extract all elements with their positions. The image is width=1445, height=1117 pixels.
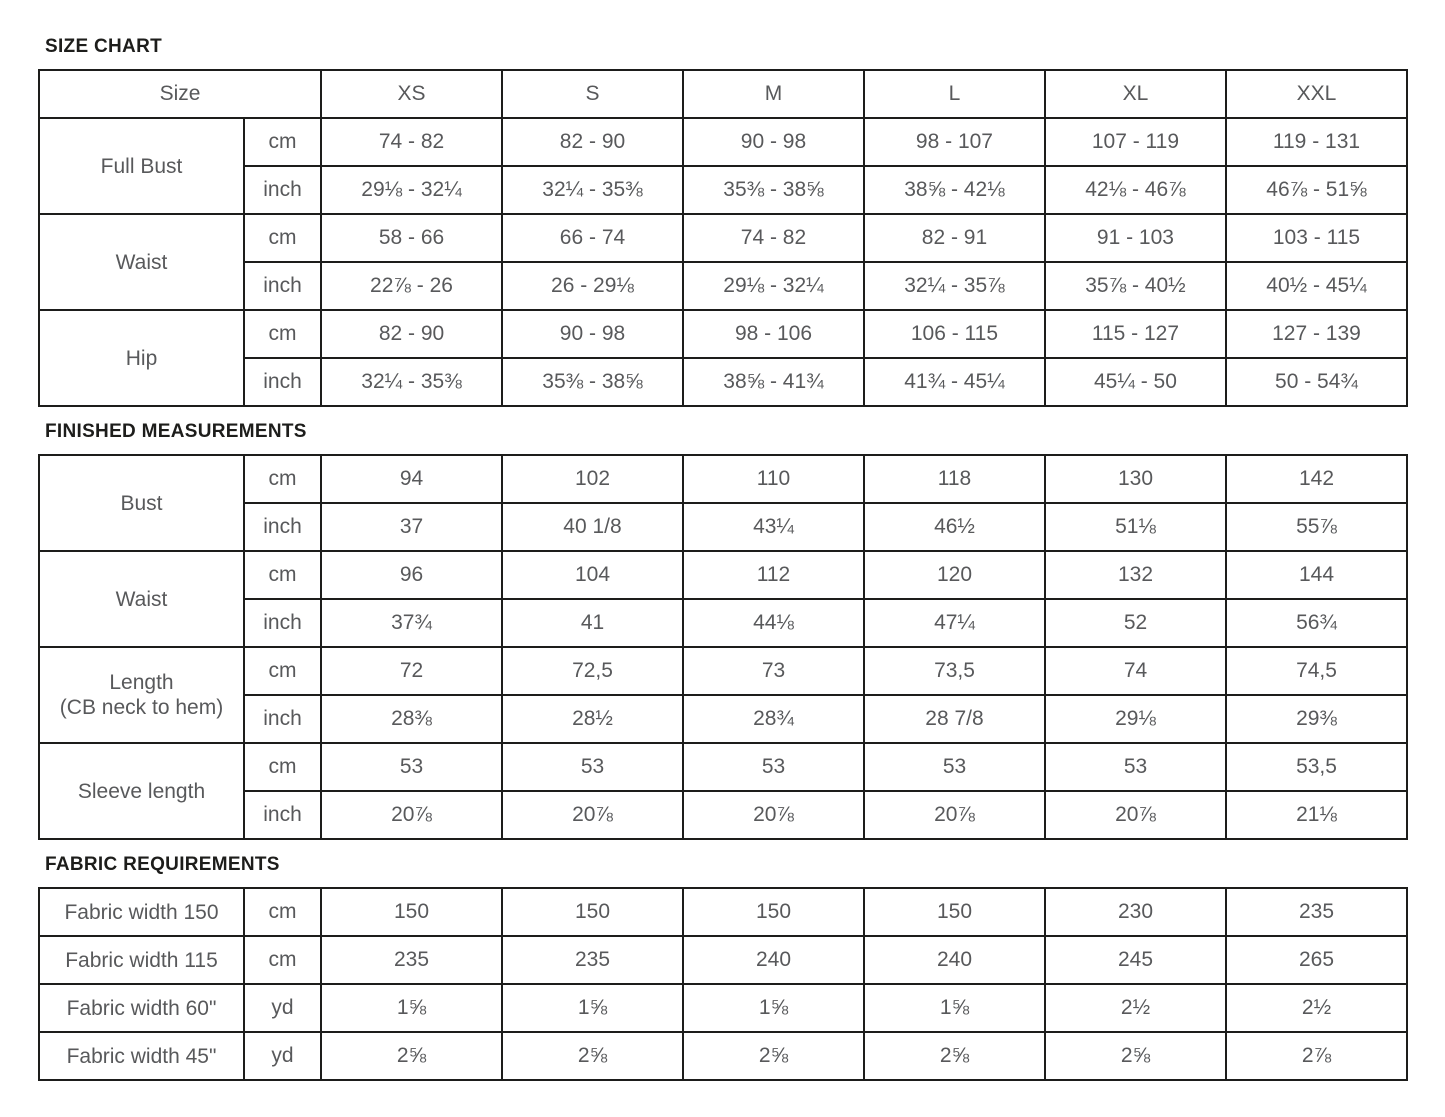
value-cell: 132 [1045, 551, 1226, 599]
value-cell: 22⅞ - 26 [321, 262, 502, 310]
value-cell: 106 - 115 [864, 310, 1045, 358]
value-cell: 150 [321, 888, 502, 936]
value-cell: 127 - 139 [1226, 310, 1407, 358]
value-cell: 53 [321, 743, 502, 791]
value-cell: 37 [321, 503, 502, 551]
value-cell: 2⅝ [864, 1032, 1045, 1080]
value-cell: 150 [864, 888, 1045, 936]
row-label-waist-finished: Waist [39, 551, 244, 647]
finished-waist-cm-row [39, 551, 1407, 599]
bust-inch-row [39, 503, 1407, 551]
size-column-header-xxl: XXL [1226, 70, 1407, 118]
row-label-hip: Hip [39, 310, 244, 406]
value-cell: 98 - 107 [864, 118, 1045, 166]
value-cell: 2⅝ [683, 1032, 864, 1080]
row-label-fabric-width-115: Fabric width 115 [39, 936, 244, 984]
finished-measurements-table [38, 454, 1408, 840]
value-cell: 235 [321, 936, 502, 984]
value-cell: 74 - 82 [321, 118, 502, 166]
value-cell: 38⅝ - 41¾ [683, 358, 864, 406]
value-cell: 2⅝ [321, 1032, 502, 1080]
unit-cell: inch [244, 695, 321, 743]
length-cm-row [39, 647, 1407, 695]
value-cell: 119 - 131 [1226, 118, 1407, 166]
unit-cell: inch [244, 599, 321, 647]
unit-cell: cm [244, 647, 321, 695]
unit-cell: inch [244, 166, 321, 214]
value-cell: 115 - 127 [1045, 310, 1226, 358]
value-cell: 28¾ [683, 695, 864, 743]
unit-cell: inch [244, 503, 321, 551]
value-cell: 73 [683, 647, 864, 695]
value-cell: 21⅛ [1226, 791, 1407, 839]
value-cell: 144 [1226, 551, 1407, 599]
size-column-header-l: L [864, 70, 1045, 118]
value-cell: 20⅞ [321, 791, 502, 839]
value-cell: 40½ - 45¼ [1226, 262, 1407, 310]
row-label-bust: Bust [39, 455, 244, 551]
value-cell: 74,5 [1226, 647, 1407, 695]
value-cell: 46⅞ - 51⅝ [1226, 166, 1407, 214]
value-cell: 32¼ - 35⅜ [321, 358, 502, 406]
value-cell: 73,5 [864, 647, 1045, 695]
sleeve-length-cm-row [39, 743, 1407, 791]
value-cell: 112 [683, 551, 864, 599]
row-label-fabric-width-45: Fabric width 45" [39, 1032, 244, 1080]
value-cell: 118 [864, 455, 1045, 503]
value-cell: 240 [864, 936, 1045, 984]
value-cell: 26 - 29⅛ [502, 262, 683, 310]
value-cell: 58 - 66 [321, 214, 502, 262]
size-header-label: Size [39, 70, 321, 118]
value-cell: 1⅝ [864, 984, 1045, 1032]
value-cell: 35⅜ - 38⅝ [502, 358, 683, 406]
value-cell: 20⅞ [502, 791, 683, 839]
value-cell: 2⅞ [1226, 1032, 1407, 1080]
unit-cell: cm [244, 214, 321, 262]
value-cell: 98 - 106 [683, 310, 864, 358]
value-cell: 41¾ - 45¼ [864, 358, 1045, 406]
value-cell: 47¼ [864, 599, 1045, 647]
hip-cm-row [39, 310, 1407, 358]
value-cell: 102 [502, 455, 683, 503]
size-column-header-xs: XS [321, 70, 502, 118]
value-cell: 96 [321, 551, 502, 599]
value-cell: 55⅞ [1226, 503, 1407, 551]
value-cell: 245 [1045, 936, 1226, 984]
unit-cell: cm [244, 118, 321, 166]
value-cell: 53,5 [1226, 743, 1407, 791]
value-cell: 29⅛ - 32¼ [683, 262, 864, 310]
value-cell: 29⅛ - 32¼ [321, 166, 502, 214]
value-cell: 53 [502, 743, 683, 791]
value-cell: 1⅝ [321, 984, 502, 1032]
value-cell: 90 - 98 [502, 310, 683, 358]
value-cell: 104 [502, 551, 683, 599]
value-cell: 82 - 90 [502, 118, 683, 166]
full-bust-cm-row [39, 118, 1407, 166]
value-cell: 107 - 119 [1045, 118, 1226, 166]
value-cell: 40 1/8 [502, 503, 683, 551]
value-cell: 45¼ - 50 [1045, 358, 1226, 406]
row-label-full-bust: Full Bust [39, 118, 244, 214]
value-cell: 32¼ - 35⅜ [502, 166, 683, 214]
value-cell: 2½ [1045, 984, 1226, 1032]
size-header-row [39, 70, 1407, 118]
fabric-width-45-row [39, 1032, 1407, 1080]
value-cell: 91 - 103 [1045, 214, 1226, 262]
value-cell: 42⅛ - 46⅞ [1045, 166, 1226, 214]
value-cell: 20⅞ [1045, 791, 1226, 839]
value-cell: 41 [502, 599, 683, 647]
value-cell: 28⅜ [321, 695, 502, 743]
size-column-header-m: M [683, 70, 864, 118]
section-title-fabric-requirements: FABRIC REQUIREMENTS [45, 854, 280, 875]
value-cell: 230 [1045, 888, 1226, 936]
value-cell: 150 [502, 888, 683, 936]
value-cell: 90 - 98 [683, 118, 864, 166]
value-cell: 235 [502, 936, 683, 984]
value-cell: 53 [683, 743, 864, 791]
section-title-finished-measurements: FINISHED MEASUREMENTS [45, 421, 307, 442]
value-cell: 56¾ [1226, 599, 1407, 647]
value-cell: 150 [683, 888, 864, 936]
value-cell: 35⅜ - 38⅝ [683, 166, 864, 214]
unit-cell: yd [244, 984, 321, 1032]
value-cell: 103 - 115 [1226, 214, 1407, 262]
length-inch-row [39, 695, 1407, 743]
value-cell: 28 7/8 [864, 695, 1045, 743]
waist-cm-row [39, 214, 1407, 262]
value-cell: 130 [1045, 455, 1226, 503]
value-cell: 32¼ - 35⅞ [864, 262, 1045, 310]
value-cell: 37¾ [321, 599, 502, 647]
unit-cell: cm [244, 936, 321, 984]
value-cell: 1⅝ [683, 984, 864, 1032]
unit-cell: cm [244, 888, 321, 936]
fabric-width-150-row [39, 888, 1407, 936]
row-label-waist: Waist [39, 214, 244, 310]
value-cell: 74 - 82 [683, 214, 864, 262]
value-cell: 94 [321, 455, 502, 503]
value-cell: 35⅞ - 40½ [1045, 262, 1226, 310]
section-title-size-chart: SIZE CHART [45, 36, 162, 57]
value-cell: 120 [864, 551, 1045, 599]
value-cell: 82 - 91 [864, 214, 1045, 262]
value-cell: 74 [1045, 647, 1226, 695]
length-label: Length [109, 671, 174, 694]
value-cell: 38⅝ - 42⅛ [864, 166, 1045, 214]
unit-cell: inch [244, 791, 321, 839]
length-sublabel: (CB neck to hem) [59, 696, 224, 719]
value-cell: 235 [1226, 888, 1407, 936]
value-cell: 1⅝ [502, 984, 683, 1032]
value-cell: 20⅞ [683, 791, 864, 839]
value-cell: 53 [864, 743, 1045, 791]
value-cell: 2½ [1226, 984, 1407, 1032]
value-cell: 265 [1226, 936, 1407, 984]
unit-cell: inch [244, 358, 321, 406]
row-label-length [39, 647, 244, 743]
row-label-fabric-width-150: Fabric width 150 [39, 888, 244, 936]
value-cell: 52 [1045, 599, 1226, 647]
value-cell: 20⅞ [864, 791, 1045, 839]
value-cell: 66 - 74 [502, 214, 683, 262]
value-cell: 51⅛ [1045, 503, 1226, 551]
value-cell: 72 [321, 647, 502, 695]
value-cell: 2⅝ [502, 1032, 683, 1080]
row-label-fabric-width-60: Fabric width 60" [39, 984, 244, 1032]
finished-waist-inch-row [39, 599, 1407, 647]
fabric-requirements-table [38, 887, 1408, 1081]
unit-cell: cm [244, 743, 321, 791]
row-label-sleeve-length: Sleeve length [39, 743, 244, 839]
waist-inch-row [39, 262, 1407, 310]
value-cell: 142 [1226, 455, 1407, 503]
hip-inch-row [39, 358, 1407, 406]
value-cell: 2⅝ [1045, 1032, 1226, 1080]
value-cell: 240 [683, 936, 864, 984]
bust-cm-row [39, 455, 1407, 503]
size-column-header-xl: XL [1045, 70, 1226, 118]
value-cell: 43¼ [683, 503, 864, 551]
size-column-header-s: S [502, 70, 683, 118]
value-cell: 82 - 90 [321, 310, 502, 358]
size-chart-page [38, 34, 1408, 1081]
value-cell: 50 - 54¾ [1226, 358, 1407, 406]
value-cell: 29⅜ [1226, 695, 1407, 743]
fabric-width-60-row [39, 984, 1407, 1032]
fabric-width-115-row [39, 936, 1407, 984]
value-cell: 110 [683, 455, 864, 503]
full-bust-inch-row [39, 166, 1407, 214]
sleeve-length-inch-row [39, 791, 1407, 839]
value-cell: 72,5 [502, 647, 683, 695]
unit-cell: inch [244, 262, 321, 310]
value-cell: 29⅛ [1045, 695, 1226, 743]
size-chart-table [38, 69, 1408, 407]
value-cell: 46½ [864, 503, 1045, 551]
value-cell: 44⅛ [683, 599, 864, 647]
value-cell: 53 [1045, 743, 1226, 791]
unit-cell: cm [244, 551, 321, 599]
unit-cell: yd [244, 1032, 321, 1080]
unit-cell: cm [244, 455, 321, 503]
value-cell: 28½ [502, 695, 683, 743]
unit-cell: cm [244, 310, 321, 358]
